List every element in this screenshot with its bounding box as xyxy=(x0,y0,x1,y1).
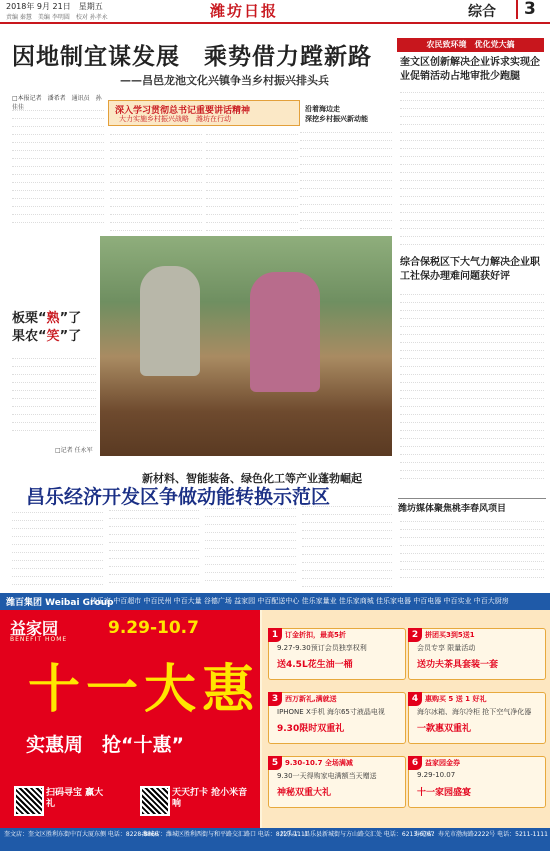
coupon-card[interactable] xyxy=(268,628,406,680)
store-address-4: 寿光店：寿光市渤海路2222号 电话：5211-1111 xyxy=(414,831,548,838)
middle-body xyxy=(12,506,392,588)
ad-hero xyxy=(0,610,260,828)
right-story-1-body xyxy=(400,86,544,250)
coupon-highlight: 送4.5L花生油一桶 xyxy=(277,660,353,670)
ad-top-bar xyxy=(0,593,550,610)
qr-code-1[interactable] xyxy=(14,786,44,816)
lead-headline: 因地制宜谋发展 乘势借力蹚新路 xyxy=(12,44,372,70)
coupon-number: 4 xyxy=(408,692,422,706)
banner-line-2: 大力实施乡村振兴战略 潍坊在行动 xyxy=(119,115,231,123)
issue-date: 2018年 9月 21日 星期五 xyxy=(6,2,103,11)
page-number: 3 xyxy=(516,0,536,19)
store-address-2: 潍城店：潍城区胜利西街与和平路交汇路口 电话：8227-1111 xyxy=(142,831,309,838)
coupon-title: 惠购买 5 送 1 好礼 xyxy=(425,695,487,703)
coupon-desc: 会员专享 限量活动 xyxy=(417,644,476,652)
lead-byline: □本报记者 潘希者 通讯员 孙佳佳 xyxy=(12,95,102,111)
store-address-1: 奎文店：奎文区胜利东街中百大厦东侧 电话：8228-8866 xyxy=(4,831,159,838)
qr-caption-1: 扫码寻宝 赢大礼 xyxy=(46,788,104,809)
promo-slogan: 实惠周 抢“十惠” xyxy=(26,734,184,756)
coupon-highlight: 神秘双重大礼 xyxy=(277,788,332,798)
coupon-card[interactable] xyxy=(268,756,406,808)
qr-code-2[interactable] xyxy=(140,786,170,816)
brand-name-en: BENEFIT HOME xyxy=(10,636,68,643)
caption-accent: 熟 xyxy=(46,311,60,326)
coupon-highlight: 9.30限时双重礼 xyxy=(277,724,345,734)
coupon-title: 益家园金券 xyxy=(425,759,460,767)
brand-name: 益家园 xyxy=(10,619,59,638)
photo-credit: □记者 任永军 xyxy=(55,447,93,454)
ad-footer xyxy=(0,828,550,851)
coupon-highlight: 十一家园盛宴 xyxy=(417,788,472,798)
caption-accent: 笑 xyxy=(46,329,60,344)
col-head-1: 沿着海边走 xyxy=(305,105,340,113)
right-story-2-title: 综合保税区下大气力解决企业职工社保办理难问题获好评 xyxy=(400,257,540,282)
farmer-figure-left xyxy=(140,266,200,376)
masthead: 潍坊日报 xyxy=(210,2,279,20)
store-list: 佳乐家 中百超市 中百民州 中百大量 谷德广场 益家园 中百配送中心 佳乐家量业 佳乐家商城 佳乐家电器 中百电器 中百实业 中百大厨房 xyxy=(90,597,509,605)
lead-subheadline: ——昌邑龙池文化兴镇争当乡村振兴排头兵 xyxy=(120,74,329,87)
coupon-number: 1 xyxy=(268,628,282,642)
caption-part: 板栗“ xyxy=(12,311,47,326)
lead-column-3 xyxy=(206,128,298,248)
coupon-desc: 9.29-10.07 xyxy=(417,771,456,779)
photo-caption-title xyxy=(12,310,94,346)
page-header xyxy=(0,0,550,24)
coupon-card[interactable] xyxy=(268,692,406,744)
coupon-number: 5 xyxy=(268,756,282,770)
lead-column-2 xyxy=(110,128,202,248)
coupon-card[interactable] xyxy=(408,756,546,808)
caption-part: ”了 果农“ xyxy=(12,311,95,344)
caption-part: ”了 xyxy=(59,329,82,344)
store-address-3: 昌乐店：昌乐县新城街与方山路交汇处 电话：6213-6767 xyxy=(280,831,435,838)
coupon-highlight: 送功夫茶具套装一套 xyxy=(417,660,499,670)
lead-column-1 xyxy=(12,104,104,224)
coupon-title: 9.30-10.7 全场满减 xyxy=(285,759,353,767)
ad-coupons xyxy=(262,610,550,828)
right-section-banner: 农民致环境 优化党大搞 xyxy=(397,38,544,52)
right-story-3-body xyxy=(400,515,544,585)
coupon-number: 3 xyxy=(268,692,282,706)
farmer-figure-right xyxy=(250,272,320,392)
chestnut-harvest-photo xyxy=(100,236,392,456)
coupon-number: 2 xyxy=(408,628,422,642)
lead-column-4 xyxy=(300,126,392,234)
banner-line-1: 深入学习贯彻总书记重要讲话精神 xyxy=(115,106,251,116)
coupon-desc: 9.27-9.30预订会员独享权利 xyxy=(277,644,367,652)
middle-headline: 昌乐经济开发区争做动能转换示范区 xyxy=(26,486,331,508)
coupon-title: 拼团买3到5送1 xyxy=(425,631,475,639)
coupon-number: 6 xyxy=(408,756,422,770)
coupon-title: 西万新礼,满就送 xyxy=(285,695,337,703)
editor-credits: 责编 秦慧 美编 李明圆 校对 孙孝永 xyxy=(6,14,108,21)
coupon-desc: 9.30一天得购家电满额当天赠送 xyxy=(277,772,377,780)
middle-kicker: 新材料、智能装备、绿色化工等产业蓬勃崛起 xyxy=(142,472,362,485)
campaign-banner xyxy=(108,100,300,126)
promo-big-title: 十一大惠 xyxy=(28,660,261,720)
col-head-2: 深挖乡村振兴新动能 xyxy=(305,115,368,123)
group-logo: 潍百集团 Weibai Group xyxy=(6,598,114,608)
photo-caption-body xyxy=(12,352,96,442)
promo-dates: 9.29-10.7 xyxy=(108,618,199,638)
section-name: 综合 xyxy=(468,4,496,20)
advertisement xyxy=(0,593,550,851)
coupon-card[interactable] xyxy=(408,628,546,680)
right-story-1-title: 奎文区创新解决企业诉求实现企业促销活动占地审批少跑腿 xyxy=(400,57,540,82)
right-story-3-title: 潍坊媒体聚焦桃李春风项目 xyxy=(398,498,546,514)
coupon-desc: IPHONE X手机 海尔65寸液晶电视 xyxy=(277,708,385,716)
coupon-card[interactable] xyxy=(408,692,546,744)
coupon-desc: 海尔冰箱、海尔冷柜 抢下空气净化器 xyxy=(417,708,532,716)
coupon-highlight: 一款惠双重礼 xyxy=(417,724,472,734)
qr-caption-2: 天天打卡 抢小米音响 xyxy=(172,788,248,809)
coupon-title: 订金折扣，最高5折 xyxy=(285,631,346,639)
right-story-2-body xyxy=(400,288,544,488)
